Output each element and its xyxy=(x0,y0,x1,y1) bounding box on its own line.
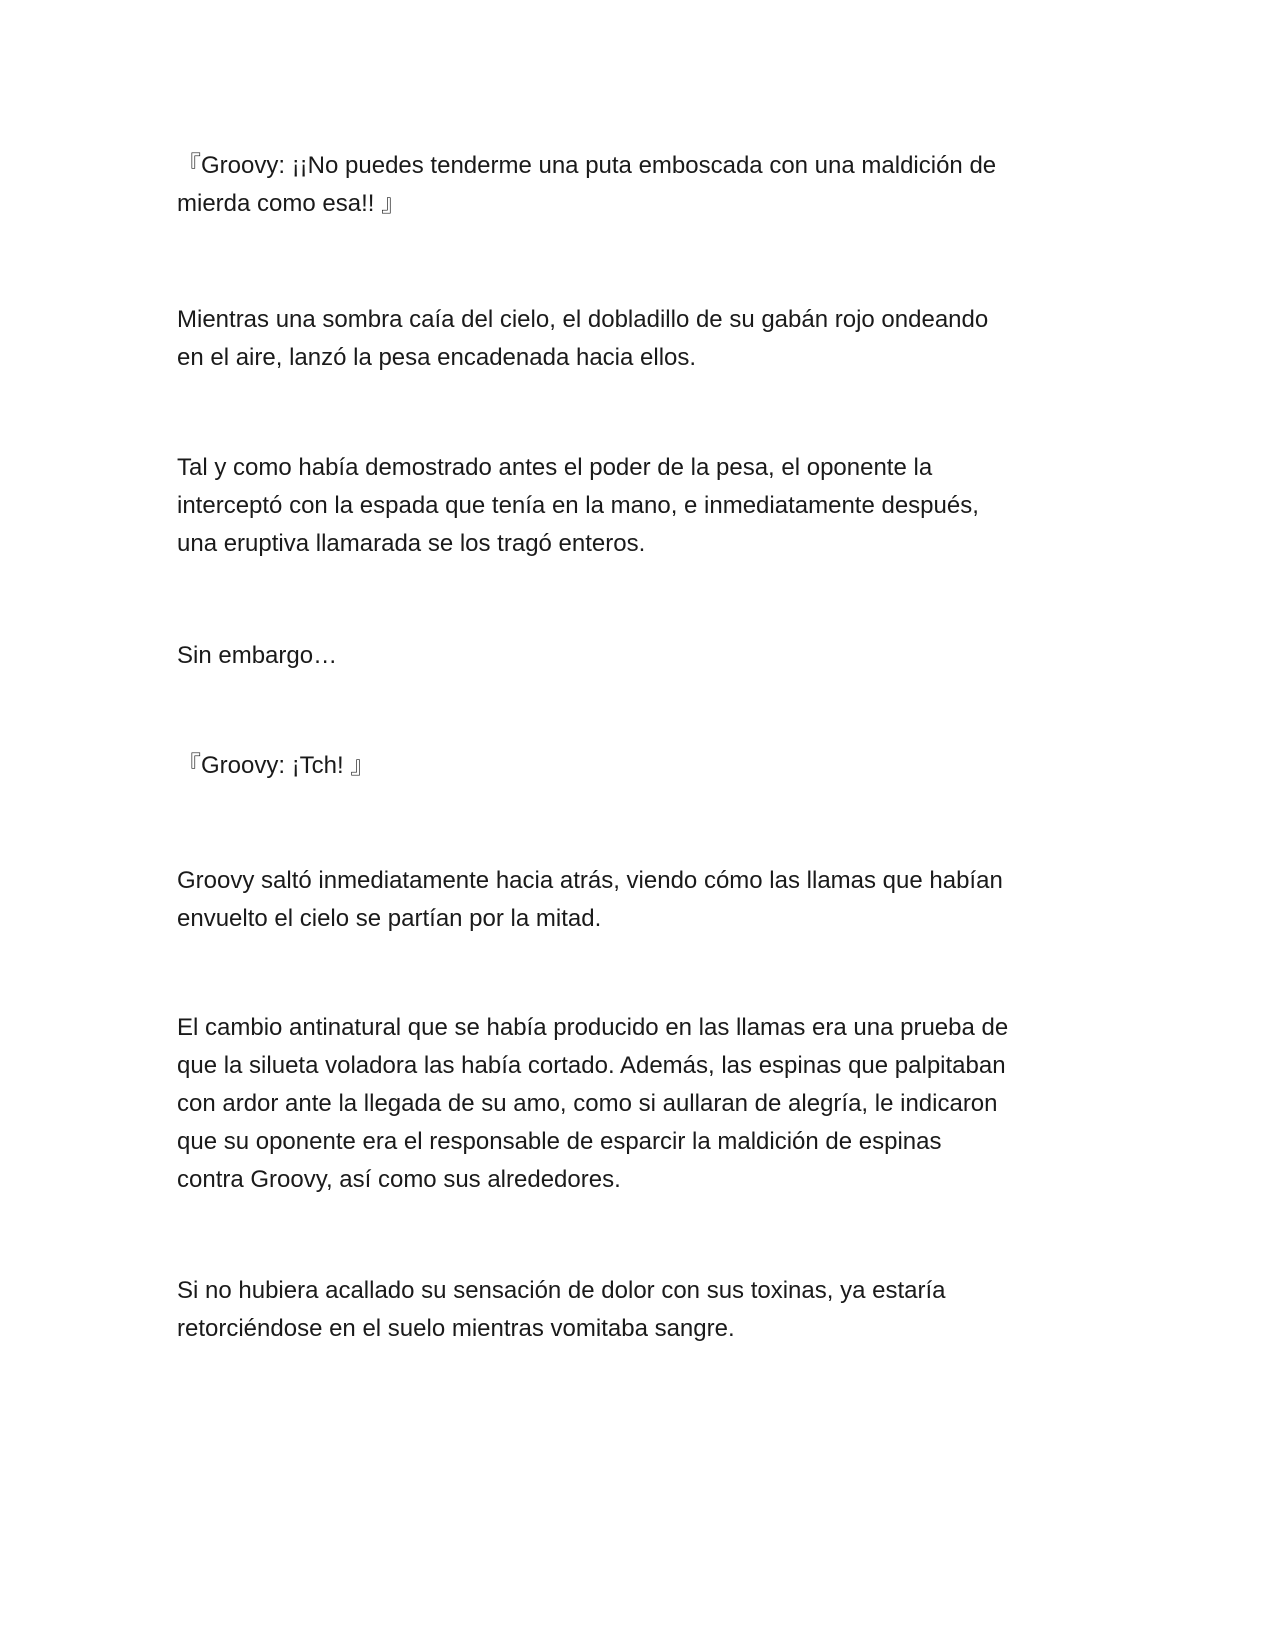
text-line: envuelto el cielo se partían por la mitad. xyxy=(177,905,602,932)
text-line: una eruptiva llamarada se los tragó enteros. xyxy=(177,530,646,557)
text-line: 『Groovy: ¡¡No puedes tenderme una puta emboscada con una maldición de xyxy=(177,152,997,179)
text-line: Si no hubiera acallado su sensación de dolor con sus toxinas, ya estaría xyxy=(177,1277,946,1304)
text-line: que su oponente era el responsable de esparcir la maldición de espinas xyxy=(177,1128,942,1155)
text-line: con ardor ante la llegada de su amo, como si aullaran de alegría, le indicaron xyxy=(177,1090,998,1117)
text-line: 『Groovy: ¡Tch! 』 xyxy=(177,752,375,779)
narrative-paragraph xyxy=(177,1009,1107,1199)
text-line: El cambio antinatural que se había producido en las llamas era una prueba de xyxy=(177,1014,1009,1041)
text-line: que la silueta voladora las había cortado. Además, las espinas que palpitaban xyxy=(177,1052,1006,1079)
narrative-paragraph xyxy=(177,637,1107,675)
narrative-paragraph xyxy=(177,301,1107,377)
text-line: en el aire, lanzó la pesa encadenada hacia ellos. xyxy=(177,344,697,371)
dialogue-paragraph-groovy-ambush xyxy=(177,147,1107,223)
text-line: Tal y como había demostrado antes el poder de la pesa, el oponente la xyxy=(177,454,933,481)
narrative-paragraph xyxy=(177,449,1107,563)
narrative-paragraph xyxy=(177,862,1107,938)
text-line: retorciéndose en el suelo mientras vomitaba sangre. xyxy=(177,1315,735,1342)
text-line: Sin embargo… xyxy=(177,642,338,669)
text-line: interceptó con la espada que tenía en la mano, e inmediatamente después, xyxy=(177,492,979,519)
dialogue-paragraph-groovy-tch xyxy=(177,747,1107,785)
narrative-paragraph xyxy=(177,1272,1107,1348)
text-line: Groovy saltó inmediatamente hacia atrás, viendo cómo las llamas que habían xyxy=(177,867,1003,894)
text-line: mierda como esa!! 』 xyxy=(177,190,406,217)
text-line: contra Groovy, así como sus alrededores. xyxy=(177,1166,621,1193)
text-line: Mientras una sombra caía del cielo, el dobladillo de su gabán rojo ondeando xyxy=(177,306,989,333)
